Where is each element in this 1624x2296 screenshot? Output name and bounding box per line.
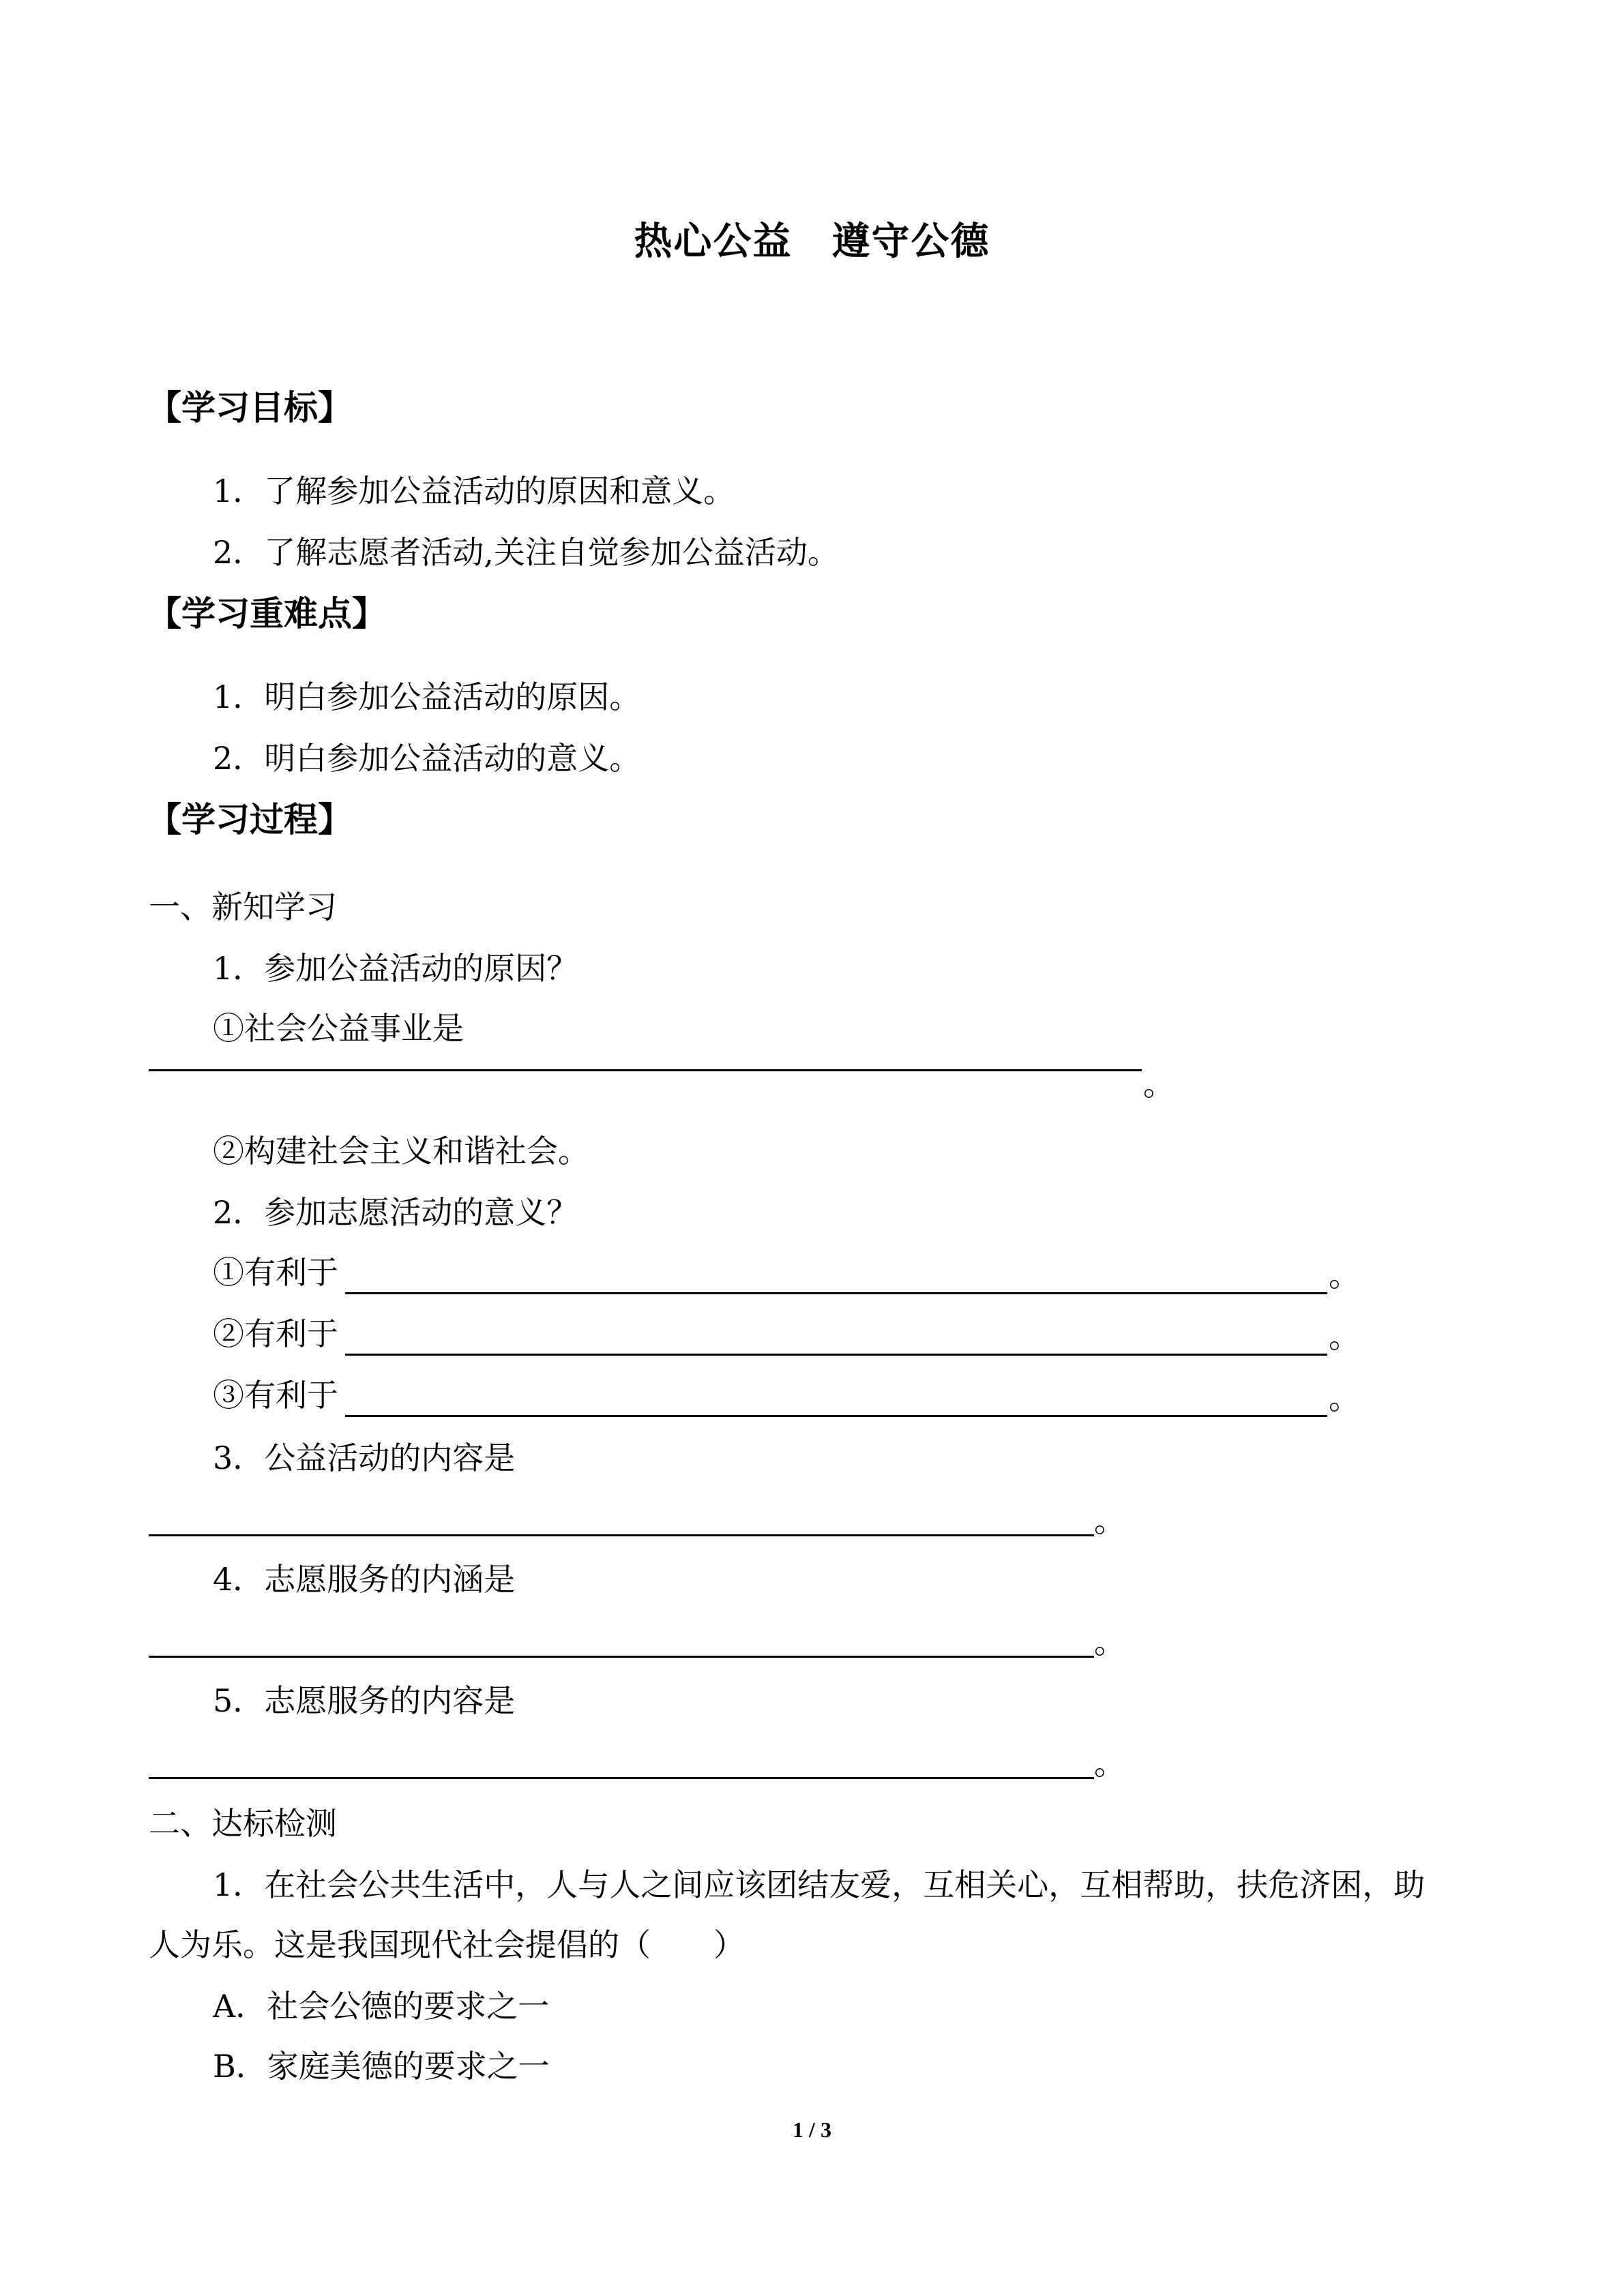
option-a[interactable]: A．社会公德的要求之一 (213, 1988, 550, 2025)
section-heading-process: 【学习过程】 (147, 800, 352, 839)
part-title-assessment: 二、达标检测 (149, 1805, 337, 1842)
goal-item-1: 1．了解参加公益活动的原因和意义。 (213, 473, 735, 509)
option-b[interactable]: B．家庭美德的要求之一 (213, 2048, 550, 2085)
test-question-1-line-1: 1．在社会公共生活中，人与人之间应该团结友爱，互相关心，互相帮助，扶危济困，助 (213, 1866, 1426, 1903)
answer-blank-q2-a[interactable] (345, 1292, 1327, 1294)
test-question-1-line-2: 人为乐。这是我国现代社会提倡的（ ） (149, 1926, 745, 1963)
part-title-new-knowledge: 一、新知学习 (149, 889, 337, 925)
answer-blank-q2-c[interactable] (345, 1415, 1327, 1417)
question-4: 4．志愿服务的内涵是 (213, 1561, 516, 1598)
section-heading-key-points: 【学习重难点】 (147, 594, 386, 633)
question-2: 2．参加志愿活动的意义？ (213, 1194, 578, 1231)
page-title: 热心公益 遵守公德 (634, 220, 990, 264)
answer-blank-q1-a[interactable] (149, 1069, 1142, 1071)
page-number: 1 / 3 (793, 2117, 831, 2142)
answer-blank-q5[interactable] (149, 1777, 1094, 1779)
section-heading-goals: 【学习目标】 (147, 388, 352, 428)
answer-blank-q2-b[interactable] (345, 1354, 1327, 1356)
key-point-item-1: 1．明白参加公益活动的原因。 (213, 679, 641, 715)
goal-item-2: 2．了解志愿者活动,关注自觉参加公益活动。 (213, 534, 839, 571)
period-mark: 。 (1094, 1745, 1125, 1782)
question-1-item-a: ①社会公益事业是 (213, 1010, 464, 1047)
question-2-item-a: ①有利于 (213, 1254, 338, 1291)
answer-blank-q4[interactable] (149, 1656, 1094, 1658)
period-mark: 。 (1329, 1257, 1360, 1294)
answer-blank-q3[interactable] (149, 1534, 1094, 1536)
period-mark: 。 (1094, 1624, 1125, 1660)
question-2-item-c: ③有利于 (213, 1377, 338, 1414)
period-mark: 。 (1094, 1502, 1125, 1539)
question-1-item-b: ②构建社会主义和谐社会。 (213, 1133, 589, 1169)
question-2-item-b: ②有利于 (213, 1315, 338, 1352)
question-3: 3．公益活动的内容是 (213, 1440, 516, 1476)
question-1: 1．参加公益活动的原因？ (213, 950, 578, 987)
period-mark: 。 (1329, 1380, 1360, 1416)
period-mark: 。 (1143, 1066, 1175, 1103)
question-5: 5．志愿服务的内容是 (213, 1682, 516, 1719)
key-point-item-2: 2．明白参加公益活动的意义。 (213, 740, 641, 777)
period-mark: 。 (1329, 1318, 1360, 1355)
